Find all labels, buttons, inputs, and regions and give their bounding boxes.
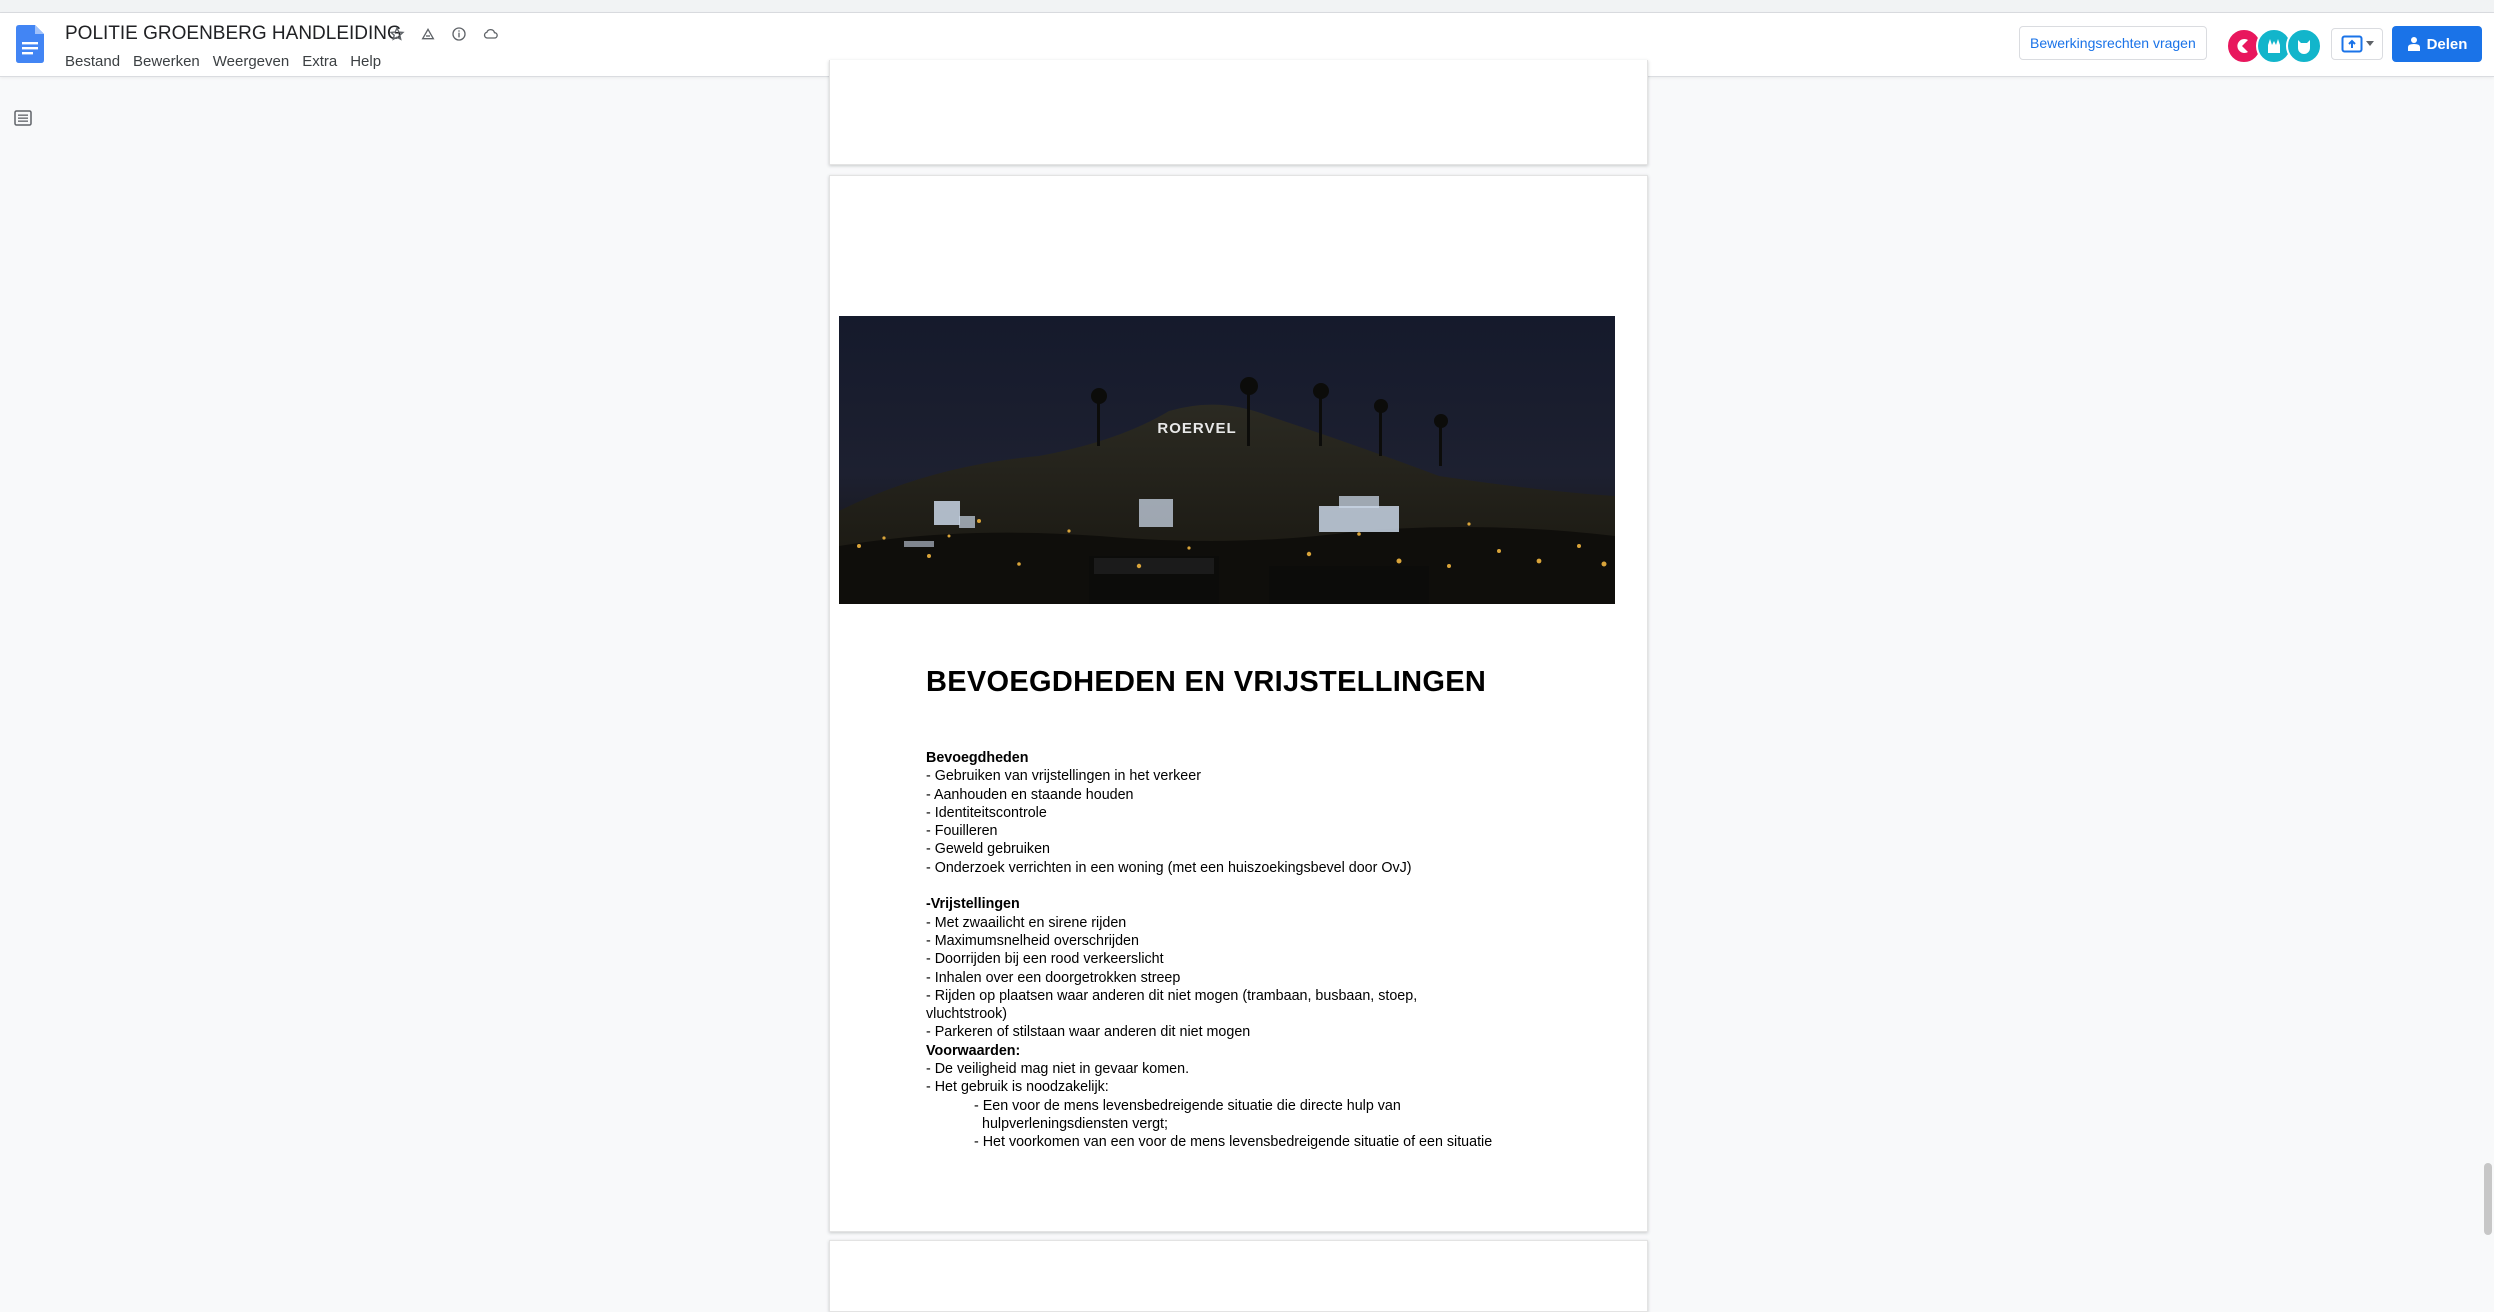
list-item: - Met zwaailicht en sirene rijden [926,914,1127,931]
document-body [926,749,1566,1152]
vertical-scrollbar[interactable] [2484,1163,2492,1235]
present-icon [2341,35,2363,53]
list-item: - Fouilleren [926,823,998,840]
list-item: - Onderzoek verrichten in een woning (met een huiszoekingsbevel door OvJ) [926,859,1412,876]
document-page [829,175,1648,1232]
menu-file[interactable]: Bestand [65,53,121,70]
menu-bar [65,51,394,72]
cloud-icon[interactable] [481,25,499,43]
move-icon[interactable] [419,25,437,43]
section-title-vrijstellingen: -Vrijstellingen [926,896,1020,913]
sub-list-item: hulpverleningsdiensten vergt; [982,1115,1168,1132]
list-item: - Rijden op plaatsen waar anderen dit niet mogen (trambaan, busbaan, stoep, [926,987,1418,1004]
document-outline-icon[interactable] [13,108,33,128]
city-night-image [839,316,1615,604]
hollywood-sign-text: ROERVEL [1157,420,1237,437]
title-icons [388,25,499,43]
list-item: - Gebruiken van vrijstellingen in het verkeer [926,768,1201,785]
document-page-previous [829,60,1648,165]
section-title-voorwaarden: Voorwaarden: [926,1042,1021,1059]
lock-person-icon [2407,36,2421,52]
info-icon[interactable] [450,25,468,43]
list-item: vluchtstrook) [926,1006,1008,1023]
menu-tools[interactable]: Extra [302,53,338,70]
collaborator-avatars [2226,28,2322,64]
page-heading: BEVOEGDHEDEN EN VRIJSTELLINGEN [926,666,1487,698]
list-item: - Doorrijden bij een rood verkeerslicht [926,951,1164,968]
document-page-next [829,1240,1648,1312]
browser-bookmark-strip [0,0,2494,13]
sub-list-item: - Het voorkomen van een voor de mens levensbedreigende situatie of een situatie [974,1134,1493,1151]
list-item: - Maximumsnelheid overschrijden [926,932,1139,949]
list-item: - Aanhouden en staande houden [926,786,1134,803]
list-item: - Geweld gebruiken [926,841,1050,858]
list-item: - Het gebruik is noodzakelijk: [926,1079,1109,1096]
menu-edit[interactable]: Bewerken [133,53,200,70]
list-item: - Inhalen over een doorgetrokken streep [926,969,1181,986]
sub-list-item: - Een voor de mens levensbedreigende situatie die directe hulp van [974,1097,1401,1114]
chevron-down-icon [2366,41,2374,47]
docs-logo-icon[interactable] [16,25,44,63]
list-item: - De veiligheid mag niet in gevaar komen. [926,1061,1190,1078]
menu-help[interactable]: Help [350,53,382,70]
section-title-bevoegdheden: Bevoegdheden [926,750,1029,766]
list-item: - Parkeren of stilstaan waar anderen dit niet mogen [926,1024,1251,1041]
menu-view[interactable]: Weergeven [212,53,290,70]
request-edit-access-button[interactable]: Bewerkingsrechten vragen [2019,26,2207,60]
star-icon[interactable] [388,25,406,43]
share-button[interactable] [2392,26,2482,62]
document-content [926,666,1566,1152]
share-label: Delen [2426,35,2468,53]
avatar[interactable] [2286,28,2322,64]
document-title[interactable]: POLITIE GROENBERG HANDLEIDING [65,23,402,44]
present-button[interactable] [2331,28,2383,60]
list-item: - Identiteitscontrole [926,804,1047,821]
